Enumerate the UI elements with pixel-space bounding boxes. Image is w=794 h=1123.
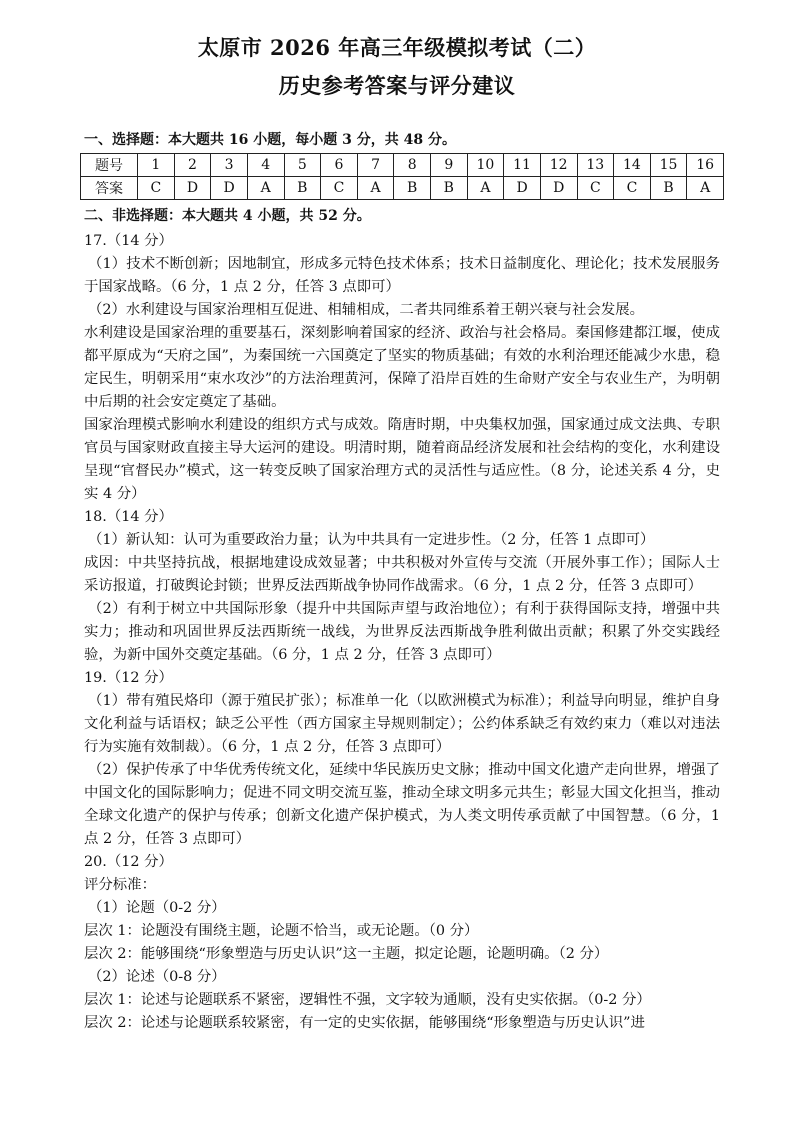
answer-cell: D — [211, 177, 248, 200]
exam-subtitle: 历史参考答案与评分建议 — [278, 73, 516, 98]
answer-paragraph: 层次 2：能够围绕“形象塑造与历史认识”这一主题，拟定论题，论题明确。（2 分） — [84, 946, 609, 962]
answer-paragraph: 层次 2：论述与论题联系较紧密，有一定的史实依据，能够围绕“形象塑造与历史认识”进 — [84, 1015, 645, 1031]
question-number: 1 — [138, 154, 175, 177]
question-heading: 20.（12 分） — [84, 854, 173, 870]
answer-row — [81, 177, 724, 200]
scoring-label: 评分标准： — [84, 877, 156, 893]
answer-cell: C — [577, 177, 614, 200]
question-number: 12 — [540, 154, 577, 177]
answer-cell: B — [394, 177, 431, 200]
question-number: 7 — [357, 154, 394, 177]
answer-paragraph: （2）保护传承了中华优秀传统文化，延续中华民族历史文脉；推动中国文化遗产走向世界，增强了中国文化的国际影响力；促进不同文明交流互鉴，推动全球文明多元共生；彰显大国文化担当，推动全球文化遗产的保护与传承；创新文化遗产保护模式，为人类文明传承贡献了中国智慧。（6 分，1 点 2 分，任答 3 点即可） — [84, 762, 720, 847]
question-number: 6 — [321, 154, 358, 177]
answer-paragraph: （1）带有殖民烙印（源于殖民扩张）；标准单一化（以欧洲模式为标准）；利益导向明显，维护自身文化利益与话语权；缺乏公平性（西方国家主导规则制定）；公约体系缺乏有效约束力（难以对违法行为实施有效制裁）。（6 分，1 点 2 分，任答 3 点即可） — [84, 693, 720, 755]
question-number: 11 — [504, 154, 541, 177]
answer-cell: A — [687, 177, 724, 200]
question-heading: 19.（12 分） — [84, 670, 173, 686]
answer-paragraph: 成因：中共坚持抗战，根据地建设成效显著；中共积极对外宣传与交流（开展外事工作）；国际人士采访报道，打破舆论封锁；世界反法西斯战争协同作战需求。（6 分，1 点 2 分，任答 3 点即可） — [84, 555, 720, 594]
question-number: 5 — [284, 154, 321, 177]
answer-paragraph: （2）论述（0-8 分） — [88, 969, 226, 985]
answer-paragraph: 层次 1：论述与论题联系不紧密，逻辑性不强，文字较为通顺，没有史实依据。（0-2 分） — [84, 992, 651, 1008]
question-number: 15 — [650, 154, 687, 177]
question-number: 10 — [467, 154, 504, 177]
answer-cell: A — [247, 177, 284, 200]
answer-cell: D — [174, 177, 211, 200]
answer-cell: B — [284, 177, 321, 200]
question-number: 13 — [577, 154, 614, 177]
question-number: 3 — [211, 154, 248, 177]
answer-body — [84, 230, 720, 1035]
question-number: 9 — [431, 154, 468, 177]
question-number: 2 — [174, 154, 211, 177]
answer-paragraph: （2）水利建设与国家治理相互促进、相辅相成，二者共同维系着王朝兴衰与社会发展。 — [88, 302, 645, 318]
answer-cell: A — [467, 177, 504, 200]
answer-paragraph: 层次 1：论题没有围绕主题，论题不恰当，或无论题。（0 分） — [84, 923, 479, 939]
section-1-heading: 一、选择题：本大题共 16 小题，每小题 3 分，共 48 分。 — [84, 132, 456, 148]
answer-cell: C — [138, 177, 175, 200]
answer-cell: B — [431, 177, 468, 200]
row-label-answer: 答案 — [81, 177, 138, 200]
question-heading: 17.（14 分） — [84, 233, 173, 249]
question-heading: 18.（14 分） — [84, 509, 173, 525]
answer-cell: C — [614, 177, 651, 200]
section-2-heading: 二、非选择题：本大题共 4 小题，共 52 分。 — [84, 208, 371, 224]
answer-paragraph: （1）技术不断创新；因地制宜，形成多元特色技术体系；技术日益制度化、理论化；技术发展服务于国家战略。（6 分，1 点 2 分，任答 3 点即可） — [84, 256, 720, 295]
answer-paragraph: 国家治理模式影响水利建设的组织方式与成效。隋唐时期，中央集权加强，国家通过成文法典、专职官员与国家财政直接主导大运河的建设。明清时期，随着商品经济发展和社会结构的变化，水利建设呈现“官督民办”模式，这一转变反映了国家治理方式的灵活性与适应性。（8 分，论述关系 4 分，史实 4 分） — [84, 417, 720, 502]
answer-paragraph: 水利建设是国家治理的重要基石，深刻影响着国家的经济、政治与社会格局。秦国修建都江堰，使成都平原成为“天府之国”，为秦国统一六国奠定了坚实的物质基础；有效的水利治理还能减少水患，稳定民生，明朝采用“束水攻沙”的方法治理黄河，保障了沿岸百姓的生命财产安全与农业生产，为明朝中后期的社会安定奠定了基础。 — [84, 325, 720, 410]
question-number-row — [81, 154, 724, 177]
exam-title: 太原市 2026 年高三年级模拟考试（二） — [197, 35, 597, 60]
question-number: 16 — [687, 154, 724, 177]
question-number: 4 — [247, 154, 284, 177]
answer-cell: D — [540, 177, 577, 200]
answer-cell: B — [650, 177, 687, 200]
answer-cell: A — [357, 177, 394, 200]
answer-cell: C — [321, 177, 358, 200]
row-label-question: 题号 — [81, 154, 138, 177]
answer-paragraph: （1）新认知：认可为重要政治力量；认为中共具有一定进步性。（2 分，任答 1 点即可） — [88, 532, 655, 548]
question-number: 14 — [614, 154, 651, 177]
answer-paragraph: （2）有利于树立中共国际形象（提升中共国际声望与政治地位）；有利于获得国际支持，增强中共实力；推动和巩固世界反法西斯统一战线，为世界反法西斯战争胜利做出贡献；积累了外交实践经验，为新中国外交奠定基础。（6 分，1 点 2 分，任答 3 点即可） — [84, 601, 720, 663]
answer-cell: D — [504, 177, 541, 200]
question-number: 8 — [394, 154, 431, 177]
answer-table — [80, 153, 724, 200]
answer-paragraph: （1）论题（0-2 分） — [88, 900, 226, 916]
